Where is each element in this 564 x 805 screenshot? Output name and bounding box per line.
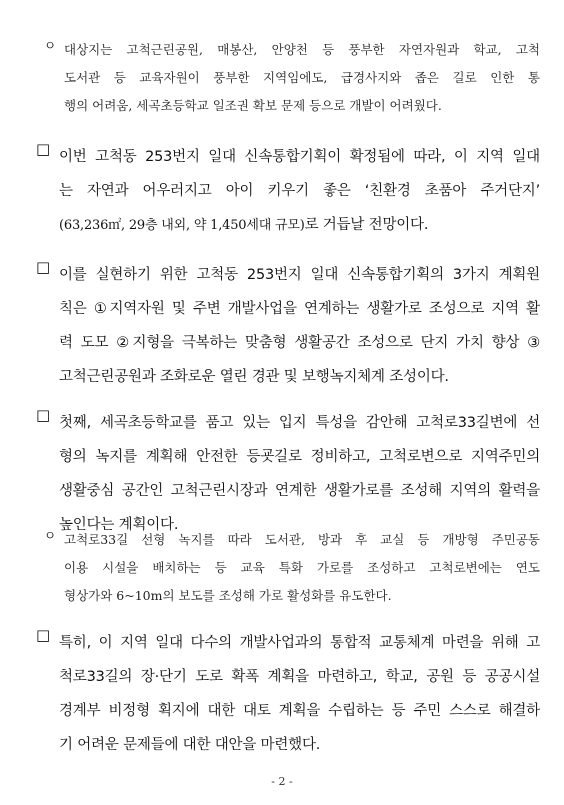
circle-bullet-icon: ㅇ [44, 528, 57, 543]
checkbox-square-icon: □ [36, 258, 51, 276]
page-number: - 2 - [271, 775, 293, 788]
paragraph-line: 이를 실현하기 위한 고척동 253번지 일대 신속통합기획의 3가지 계획원 [59, 267, 540, 283]
paragraph-line-tail: 로 거듭날 전망이다. [304, 217, 429, 233]
paragraph-line: 행의 어려움, 세곡초등학교 일조권 확보 문제 등으로 개발이 어려웠다. [64, 98, 442, 113]
checkbox-square-icon: □ [36, 140, 51, 158]
circle-bullet-icon: ㅇ [44, 38, 57, 53]
paragraph-line: 력 도모 ②지형을 극복하는 맞춤형 생활공간 조성으로 단지 가치 향상 ③ [59, 335, 540, 351]
paragraph-planning-principles [36, 258, 540, 394]
paragraph-line: 도서관 등 교육자원이 풍부한 지역임에도, 급경사지와 좁은 길로 인한 통 [64, 70, 540, 85]
paragraph-plan-confirmed [36, 140, 540, 242]
paragraph-line: 칙은 ①지역자원 및 주변 개발사업을 연계하는 생활가로 조성으로 지역 활 [59, 301, 540, 317]
paragraph-line: 첫째, 세곡초등학교를 품고 있는 입지 특성을 감안해 고척로33길변에 선 [59, 415, 540, 431]
paragraph-line: 생활중심 공간인 고척근린시장과 연계한 생활가로를 조성해 지역의 활력을 [59, 483, 540, 499]
paragraph-line: 고척로33길 선형 녹지를 따라 도서관, 방과 후 교실 등 개방형 주민공동 [64, 532, 540, 547]
scale-note: (63,236㎡, 29층 내외, 약 1,450세대 규모) [59, 218, 305, 233]
paragraph-line: 특히, 이 지역 일대 다수의 개발사업과의 통합적 교통체계 마련을 위해 고 [59, 635, 540, 651]
paragraph-line: 척로33길의 장·단기 도로 확폭 계획을 마련하고, 학교, 공원 등 공공시설 [59, 669, 540, 685]
paragraph-line: 고척근린공원과 조화로운 열린 경관 및 보행녹지체계 조성이다. [59, 369, 449, 385]
paragraph-line: 이용 시설을 배치하는 등 교육 특화 가로를 조성하고 고척로변에는 연도 [64, 560, 540, 575]
paragraph-line: 형의 녹지를 계획해 안전한 등굣길로 정비하고, 고척로변으로 지역주민의 [59, 449, 540, 465]
sub-bullet-natural-resources [44, 36, 540, 120]
paragraph-line: 기 어려운 문제들에 대한 대안을 마련했다. [59, 737, 321, 753]
checkbox-square-icon: □ [36, 626, 51, 644]
paragraph-line: 높인다는 계획이다. [59, 517, 179, 533]
paragraph-first-principle [36, 406, 540, 542]
sub-bullet-education-street [44, 526, 540, 610]
paragraph-line: 대상지는 고척근린공원, 매봉산, 안양천 등 풍부한 자연자원과 학교, 고척 [64, 42, 540, 57]
paragraph-line [36, 208, 540, 242]
paragraph-traffic-system [36, 626, 540, 762]
paragraph-line: 이번 고척동 253번지 일대 신속통합기획이 확정됨에 따라, 이 지역 일대 [59, 149, 540, 165]
checkbox-square-icon: □ [36, 406, 51, 424]
paragraph-line: 경계부 비정형 획지에 대한 대토 계획을 수립하는 등 주민 스스로 해결하 [59, 703, 540, 719]
paragraph-line: 는 자연과 어우러지고 아이 키우기 좋은 ‘친환경 초품아 주거단지’ [59, 183, 540, 199]
paragraph-line: 형상가와 6~10m의 보도를 조성해 가로 활성화를 유도한다. [64, 588, 392, 603]
